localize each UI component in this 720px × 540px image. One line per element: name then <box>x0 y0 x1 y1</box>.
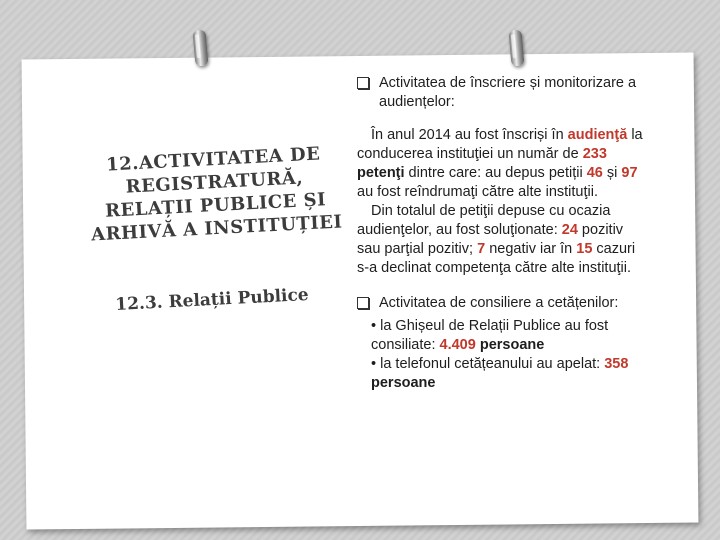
stat-value: 24 <box>561 222 578 238</box>
paragraph-petitii <box>357 202 647 278</box>
text: la conducerea instituţiei un număr de <box>357 127 643 162</box>
section-subtitle: 12.3. Relații Publice <box>114 284 310 316</box>
page-title: 12.ACTIVITATEA DE REGISTRATURĂ, RELAȚII PUBLICE ȘI ARHIVĂ A INSTITUȚIEI <box>90 143 343 246</box>
bold-text: persoane <box>371 375 436 391</box>
text: • la Ghișeul de Relații Publice au fost consiliate: <box>371 318 609 353</box>
paragraph <box>357 126 647 278</box>
text: cazuri s-a declinat competenţa către alte instituţii. <box>357 241 636 276</box>
section-heading <box>357 74 647 112</box>
bold-text: persoane <box>475 337 545 353</box>
content-column <box>357 74 647 393</box>
paragraph-audiente <box>357 126 647 202</box>
bold-text: petenţi <box>357 165 405 181</box>
list-item <box>357 355 647 393</box>
list-item <box>357 317 647 355</box>
highlight-text: audienţă <box>567 127 628 143</box>
stat-value: 358 <box>604 356 629 372</box>
text: pozitiv sau parţial pozitiv; <box>357 222 624 257</box>
stat-value: 7 <box>477 241 486 257</box>
stat-value: 15 <box>576 241 593 257</box>
stat-value: 233 <box>582 146 607 162</box>
checkbox-bullet-icon <box>357 77 369 89</box>
pushpin-icon <box>508 30 524 67</box>
text: • la telefonul cetățeanului au apelat: <box>371 356 605 372</box>
text: au fost reîndrumaţi către alte instituţii. <box>357 184 598 200</box>
text: Din totalul de petiţii depuse cu ocazia audienţelor, au fost soluţionate: <box>357 203 611 238</box>
stat-value: 97 <box>621 165 638 181</box>
section-heading-text: Activitatea de consiliere a cetățenilor: <box>379 295 619 311</box>
pushpin-icon <box>192 30 208 67</box>
text: dintre care: au depus petiții <box>404 165 587 181</box>
text: În anul 2014 au fost înscriși în <box>371 127 568 143</box>
text: negativ iar în <box>485 241 577 257</box>
section-heading <box>357 294 647 313</box>
checkbox-bullet-icon <box>357 297 369 309</box>
section-heading-text: Activitatea de înscriere și monitorizare a audiențelor: <box>379 75 637 110</box>
stat-value: 46 <box>586 165 603 181</box>
stat-value: 4.409 <box>439 337 476 353</box>
text: și <box>602 165 622 181</box>
